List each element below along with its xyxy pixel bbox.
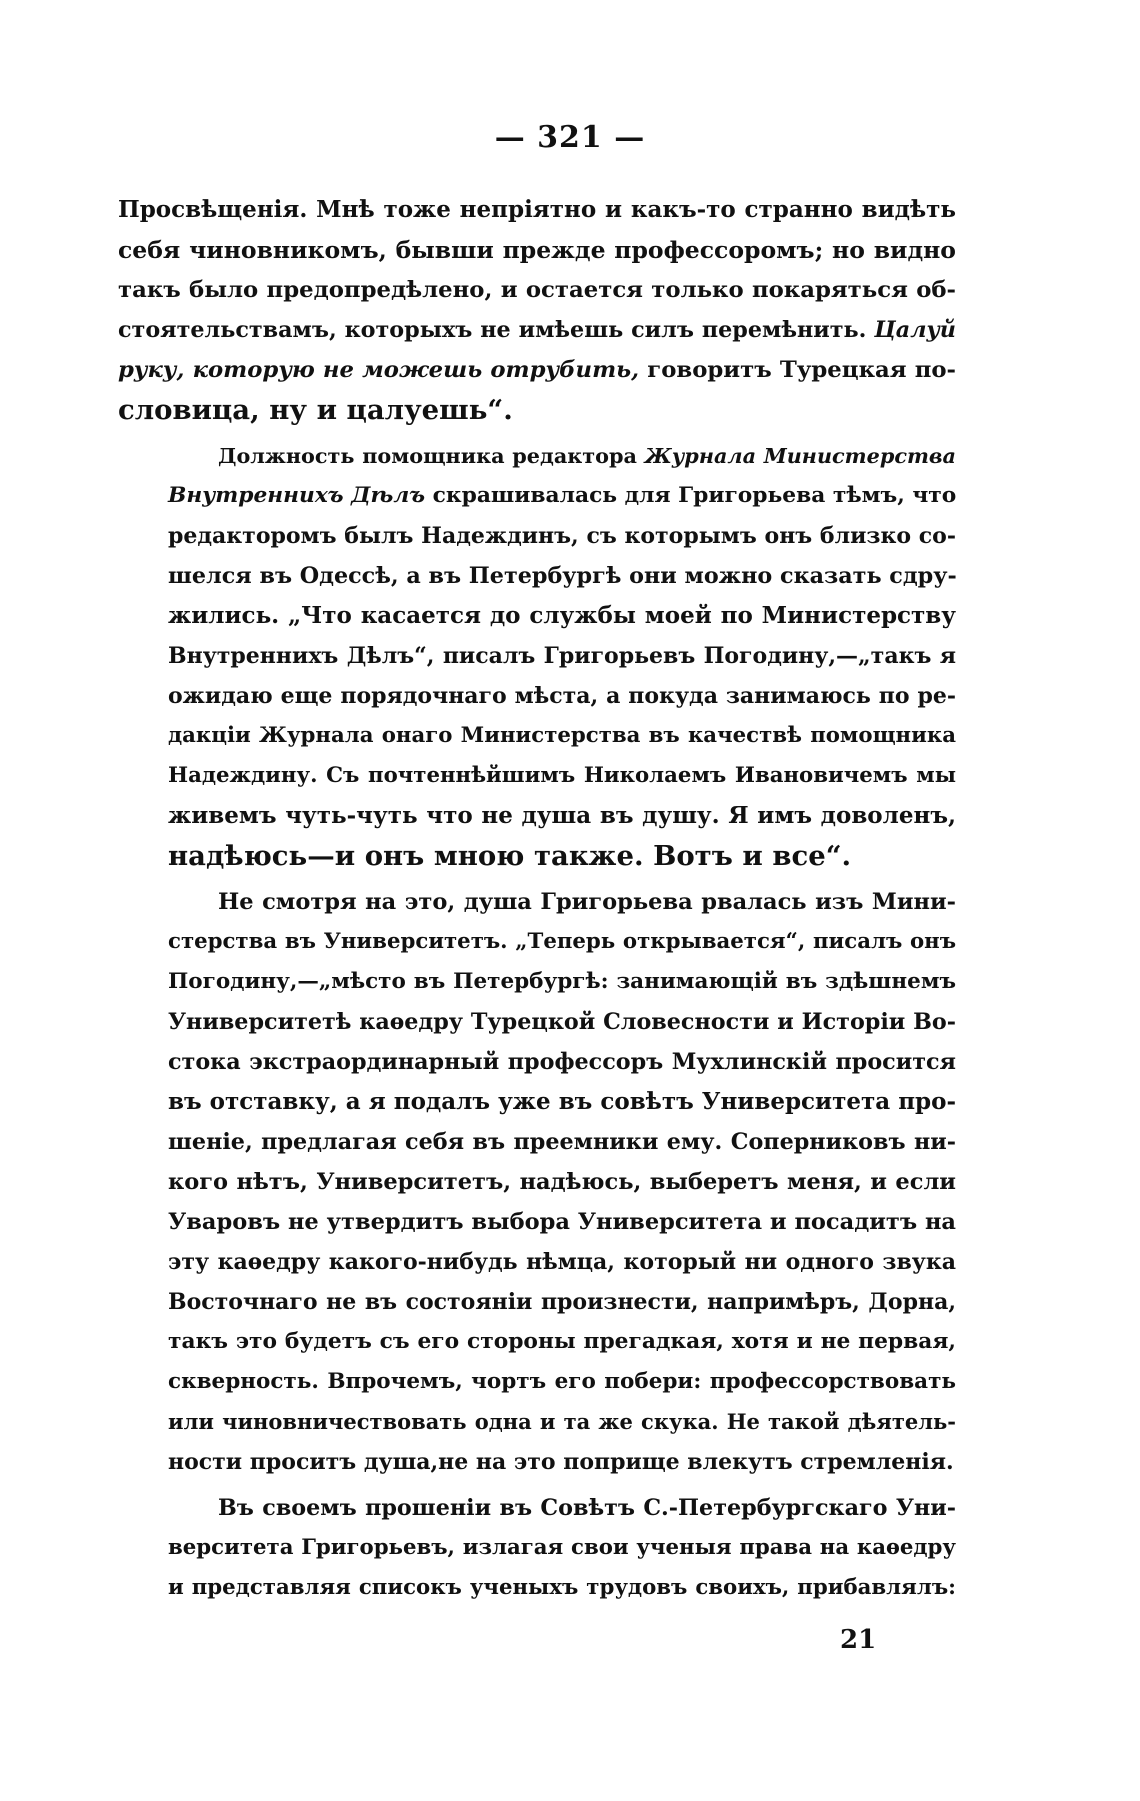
text-line: Просвѣщенія. Мнѣ тоже непріятно и какъ-то странно видѣть [118,196,956,223]
text-line: себя чиновникомъ, бывши прежде профессоромъ; но видно [118,236,956,264]
text-line [118,350,956,390]
text-line: редакторомъ былъ Надеждинъ, съ которымъ онъ близко со- [168,523,956,549]
text-line: жились. „Что касается до службы моей по Министерству [168,602,956,629]
text-line: дакціи Журнала онаго Министерства въ качествѣ помощника [168,723,956,748]
text-line: въ отставку, а я подалъ уже въ совѣтъ Университета про- [168,1088,956,1115]
text-line: ности проситъ душа,не на это поприще влекутъ стремленія. [168,1449,954,1475]
paragraph-4 [118,1488,956,1608]
paragraph-3 [118,882,956,1482]
paragraph-2 [118,436,956,876]
text-line: Восточнаго не въ состояніи произнести, напримѣръ, Дорна, [168,1289,956,1315]
text-run: скрашивалась для Григорьева тѣмъ, что [432,483,957,508]
text-line [118,476,956,516]
text-line: Внутреннихъ Дѣлъ“, писалъ Григорьевъ Погодину,—„такъ я [168,643,956,669]
text-line: Погодину,—„мѣсто въ Петербургѣ: занимающій въ здѣшнемъ [168,969,956,994]
text-line: Въ своемъ прошеніи въ Совѣтъ С.-Петербургскаго Уни- [218,1495,956,1521]
text-line: стерства въ Университетъ. „Теперь открывается“, писалъ онъ [168,929,956,954]
text-run: говоритъ Турецкая по- [647,357,956,383]
text-line: Уваровъ не утвердитъ выбора Университета и посадитъ на [168,1209,956,1235]
text-line: эту каѳедру какого-нибудь нѣмца, который ни одного звука [168,1249,956,1275]
text-line: такъ это будетъ съ его стороны прегадкая, хотя и не первая, [168,1329,956,1354]
page-number: — 321 — [494,120,646,155]
journal-title: Журнала Министерства [644,444,956,468]
text-line: Надеждину. Съ почтеннѣйшимъ Николаемъ Ивановичемъ мы [168,763,956,788]
text-line: шелся въ Одессѣ, а въ Петербургѣ они можно сказать сдру- [168,563,957,589]
text-line: такъ было предопредѣлено, и остается только покаряться об- [118,277,956,303]
italic-quote: руку, которую не можешь отрубить, [118,357,640,383]
text-line: Не смотря на это, душа Григорьева рвалась изъ Мини- [218,889,956,915]
text-line: верситета Григорьевъ, излагая свои ученыя права на каѳедру [168,1535,956,1560]
text-line: стока экстраординарный профессоръ Мухлинскій просится [168,1049,956,1075]
text-line [118,436,956,476]
text-run: стоятельствамъ, которыхъ не имѣешь силъ перемѣнить. [118,317,867,343]
body-text [118,190,956,1608]
text-line: скверность. Впрочемъ, чортъ его побери: профессорствовать [168,1369,956,1394]
text-line [118,310,956,350]
text-line: словица, ну и цалуешь“. [118,394,513,426]
text-line: Университетѣ каѳедру Турецкой Словесности и Исторіи Во- [168,1009,956,1035]
text-line: и представляя списокъ ученыхъ трудовъ своихъ, прибавлялъ: [168,1575,956,1600]
text-line: надѣюсь—и онъ мною также. Вотъ и все“. [168,840,852,872]
text-line: шеніе, предлагая себя въ преемники ему. Соперниковъ ни- [168,1129,956,1155]
text-line: живемъ чуть-чуть что не душа въ душу. Я имъ доволенъ, [168,802,956,829]
text-line: или чиновничествовать одна и та же скука. Не такой дѣятель- [168,1409,956,1434]
text-line: кого нѣтъ, Университетъ, надѣюсь, выберетъ меня, и если [168,1169,956,1195]
italic-quote: Цалуй [874,317,956,343]
paragraph-1 [118,190,956,430]
journal-title: Внутреннихъ Дѣлъ [168,483,426,508]
printer-signature-mark: 21 [840,1625,877,1655]
text-line: ожидаю еще порядочнаго мѣста, а покуда занимаюсь по ре- [168,683,956,709]
text-run: Должность помощника редактора [218,444,637,468]
